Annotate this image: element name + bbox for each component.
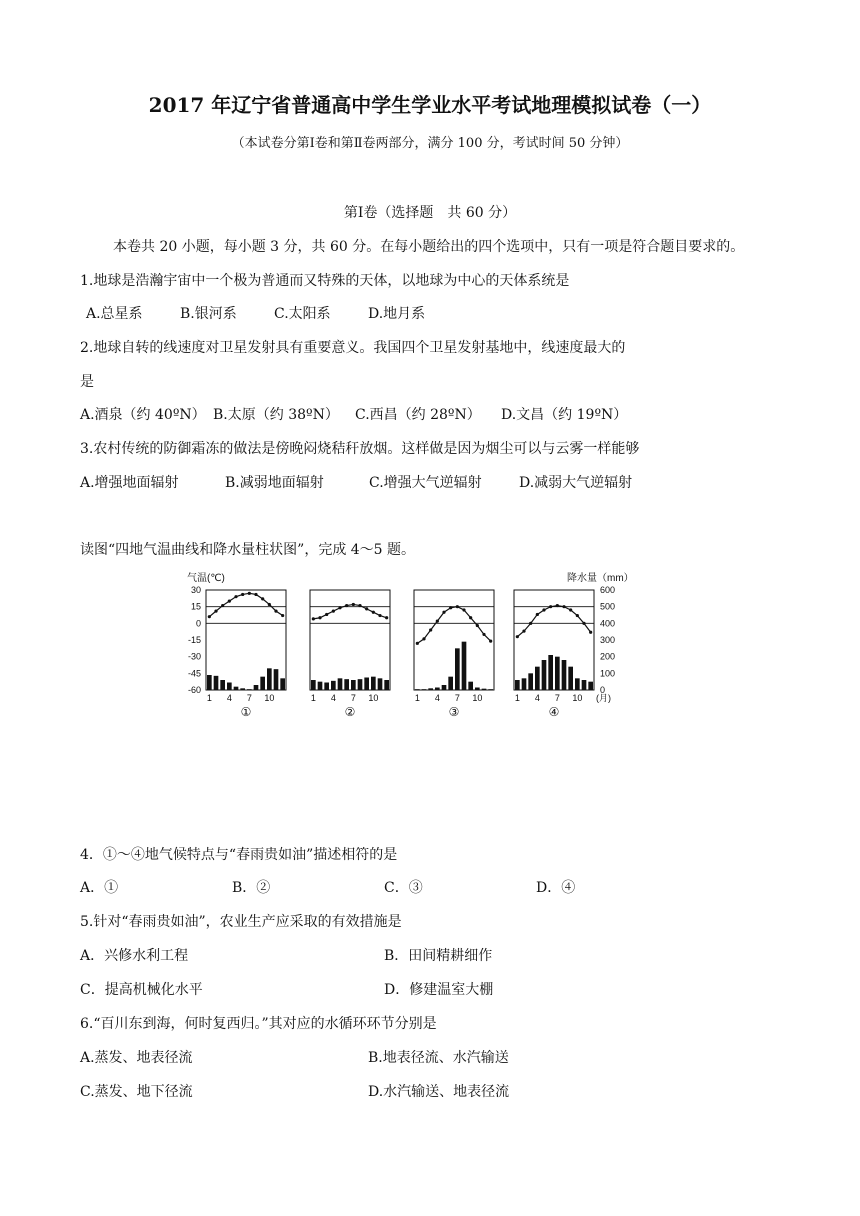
question-5-option-b[interactable]: B．田间精耕细作 bbox=[384, 948, 493, 964]
question-3-option-c[interactable]: C.增强大气逆辐射 bbox=[369, 475, 482, 491]
precip-bar bbox=[371, 677, 376, 690]
question-6-option-a[interactable]: A.蒸发、地表径流 bbox=[80, 1050, 193, 1066]
question-5-stem: 5.针对“春雨贵如油”，农业生产应采取的有效措施是 bbox=[80, 914, 402, 930]
question-1-stem: 1.地球是浩瀚宇宙中一个极为普通而又特殊的天体，以地球为中心的天体系统是 bbox=[80, 273, 570, 289]
precip-bar bbox=[220, 680, 225, 690]
temperature-point bbox=[228, 600, 231, 603]
question-2-stem: 2.地球自转的线速度对卫星发射具有重要意义。我国四个卫星发射基地中，线速度最大的 bbox=[80, 340, 626, 356]
temperature-point bbox=[542, 608, 545, 611]
precip-bar bbox=[488, 689, 493, 690]
temperature-point bbox=[208, 615, 211, 618]
precip-tick-label: 100 bbox=[600, 668, 616, 679]
temperature-point bbox=[416, 642, 419, 645]
panel-label: ② bbox=[344, 705, 356, 719]
temperature-point bbox=[268, 603, 271, 606]
precip-bar bbox=[324, 683, 329, 691]
temperature-point bbox=[529, 622, 532, 625]
question-5-option-c[interactable]: C．提高机械化水平 bbox=[80, 982, 203, 998]
question-5-option-d[interactable]: D．修建温室大棚 bbox=[384, 982, 494, 998]
temp-tick-label: 15 bbox=[190, 601, 201, 612]
question-6-option-d[interactable]: D.水汽输送、地表径流 bbox=[368, 1084, 510, 1100]
temperature-point bbox=[281, 614, 284, 617]
precip-bar bbox=[331, 681, 336, 690]
precip-bar bbox=[582, 680, 587, 690]
temperature-point bbox=[365, 607, 368, 610]
question-3-stem: 3.农村传统的防御霜冻的做法是傍晚闷烧秸秆放烟。这样做是因为烟尘可以与云雾一样能够 bbox=[80, 441, 640, 457]
precip-tick-label: 500 bbox=[600, 601, 616, 612]
chart-layer bbox=[188, 585, 615, 719]
temperature-line bbox=[209, 593, 282, 616]
question-2-option-d[interactable]: D.文昌（约 19ºN） bbox=[501, 407, 628, 423]
temp-tick-label: -60 bbox=[187, 685, 201, 695]
precip-bar bbox=[378, 678, 383, 690]
climate-charts-figure bbox=[184, 570, 634, 722]
temp-tick-label: -45 bbox=[187, 668, 201, 679]
temp-tick-label: 0 bbox=[195, 618, 201, 629]
precip-bar bbox=[535, 667, 540, 690]
month-tick-label: 7 bbox=[554, 693, 560, 703]
precip-bar bbox=[555, 657, 560, 690]
month-unit-label: (月) bbox=[596, 693, 611, 703]
month-tick-label: 10 bbox=[472, 693, 483, 703]
precip-bar bbox=[575, 678, 580, 690]
temperature-point bbox=[234, 595, 237, 598]
precip-bar bbox=[468, 682, 473, 690]
question-4-stem: 4．①～④地气候特点与“春雨贵如油”描述相符的是 bbox=[80, 847, 398, 863]
panel-label: ④ bbox=[548, 705, 560, 719]
question-3-option-b[interactable]: B.减弱地面辐射 bbox=[225, 475, 324, 491]
temperature-point bbox=[358, 604, 361, 607]
precip-bar bbox=[207, 675, 212, 690]
temperature-point bbox=[589, 631, 592, 634]
month-tick-label: 4 bbox=[226, 693, 232, 703]
precip-bar bbox=[351, 680, 356, 690]
temperature-point bbox=[241, 593, 244, 596]
temperature-point bbox=[214, 610, 217, 613]
temperature-point bbox=[422, 637, 425, 640]
precip-bar bbox=[280, 678, 285, 690]
question-2-option-b[interactable]: B.太原（约 38ºN） bbox=[213, 407, 339, 423]
precip-bar bbox=[588, 682, 593, 690]
temperature-point bbox=[248, 592, 251, 595]
precip-tick-label: 300 bbox=[600, 635, 616, 645]
question-3-option-d[interactable]: D.减弱大气逆辐射 bbox=[519, 475, 633, 491]
precip-bar bbox=[455, 648, 460, 690]
month-tick-label: 7 bbox=[454, 693, 460, 703]
temperature-point bbox=[516, 635, 519, 638]
figure-intro: 读图“四地气温曲线和降水量柱状图”，完成 4～5 题。 bbox=[80, 542, 416, 558]
precip-bar bbox=[364, 678, 369, 691]
precip-bar bbox=[247, 689, 252, 690]
month-tick-label: 1 bbox=[310, 693, 316, 703]
question-1-option-a[interactable]: A.总星系 bbox=[86, 306, 143, 322]
panel-label: ① bbox=[240, 705, 252, 719]
question-2-stem-cont: 是 bbox=[80, 374, 94, 390]
chart-panel-frame bbox=[514, 590, 594, 690]
temperature-point bbox=[385, 616, 388, 619]
precip-bar bbox=[267, 668, 272, 690]
precip-bar bbox=[435, 688, 440, 691]
temperature-point bbox=[456, 605, 459, 608]
temperature-point bbox=[378, 614, 381, 617]
precip-bar bbox=[234, 687, 239, 690]
precip-bar bbox=[522, 678, 527, 690]
exam-subtitle: （本试卷分第Ⅰ卷和第Ⅱ卷两部分，满分 100 分，考试时间 50 分钟） bbox=[231, 136, 629, 151]
temp-axis-label: 气温(℃) bbox=[187, 573, 225, 584]
month-tick-label: 4 bbox=[330, 693, 336, 703]
temperature-point bbox=[442, 611, 445, 614]
section-instructions: 本卷共 20 小题，每小题 3 分，共 60 分。在每小题给出的四个选项中，只有一项是符合题目要求的。 bbox=[113, 239, 745, 255]
question-2-option-a[interactable]: A.酒泉（约 40ºN） bbox=[80, 407, 206, 423]
precip-tick-label: 200 bbox=[600, 651, 616, 662]
question-4-option-b[interactable]: B．② bbox=[232, 880, 271, 896]
temperature-point bbox=[429, 628, 432, 631]
precip-bar bbox=[338, 678, 343, 690]
question-4-option-d[interactable]: D．④ bbox=[536, 880, 576, 896]
precip-axis-label: 降水量（mm） bbox=[567, 573, 634, 584]
exam-title: 2017 年辽宁省普通高中学生学业水平考试地理模拟试卷（一） bbox=[148, 93, 712, 117]
precip-tick-label: 0 bbox=[600, 685, 606, 695]
temperature-line bbox=[417, 607, 490, 644]
month-tick-label: 10 bbox=[368, 693, 379, 703]
temperature-point bbox=[569, 608, 572, 611]
precip-bar bbox=[548, 655, 553, 690]
precip-bar bbox=[448, 677, 453, 690]
precip-bar bbox=[442, 685, 447, 690]
precip-bar bbox=[422, 689, 427, 690]
precip-bar bbox=[227, 683, 232, 691]
precip-bar bbox=[384, 680, 389, 690]
question-6-option-b[interactable]: B.地表径流、水汽输送 bbox=[368, 1050, 509, 1066]
precip-bar bbox=[214, 676, 219, 690]
temperature-point bbox=[274, 610, 277, 613]
month-tick-label: 1 bbox=[514, 693, 520, 703]
precip-bar bbox=[475, 688, 480, 691]
temperature-point bbox=[482, 633, 485, 636]
temperature-point bbox=[469, 616, 472, 619]
precip-bar bbox=[240, 688, 245, 690]
chart-panel-frame bbox=[414, 590, 494, 690]
temperature-point bbox=[318, 616, 321, 619]
question-1-option-c[interactable]: C.太阳系 bbox=[274, 306, 331, 322]
precip-bar bbox=[568, 667, 573, 690]
temperature-point bbox=[562, 605, 565, 608]
question-4-option-c[interactable]: C．③ bbox=[384, 880, 423, 896]
temp-tick-label: -30 bbox=[187, 651, 201, 662]
month-tick-label: 10 bbox=[264, 693, 275, 703]
temperature-point bbox=[489, 640, 492, 643]
precip-bar bbox=[254, 685, 259, 690]
temperature-point bbox=[582, 622, 585, 625]
month-tick-label: 7 bbox=[350, 693, 356, 703]
temperature-point bbox=[221, 604, 224, 607]
temperature-point bbox=[372, 611, 375, 614]
precip-bar bbox=[562, 660, 567, 690]
month-tick-label: 4 bbox=[434, 693, 440, 703]
month-tick-label: 7 bbox=[246, 693, 252, 703]
temperature-point bbox=[254, 593, 257, 596]
question-5-option-a[interactable]: A．兴修水利工程 bbox=[80, 948, 189, 964]
precip-bar bbox=[318, 682, 323, 690]
temperature-point bbox=[312, 617, 315, 620]
month-tick-label: 1 bbox=[414, 693, 420, 703]
question-2-option-c[interactable]: C.西昌（约 28ºN） bbox=[355, 407, 481, 423]
precip-bar bbox=[311, 680, 316, 690]
precip-bar bbox=[344, 679, 349, 690]
month-tick-label: 10 bbox=[572, 693, 583, 703]
temperature-point bbox=[549, 605, 552, 608]
precip-bar bbox=[274, 669, 279, 690]
question-1-option-b[interactable]: B.银河系 bbox=[180, 306, 237, 322]
question-1-option-d[interactable]: D.地月系 bbox=[368, 306, 426, 322]
temperature-point bbox=[436, 620, 439, 623]
precip-tick-label: 400 bbox=[600, 618, 616, 629]
panel-label: ③ bbox=[448, 705, 460, 719]
temperature-point bbox=[345, 604, 348, 607]
question-6-option-c[interactable]: C.蒸发、地下径流 bbox=[80, 1084, 193, 1100]
month-tick-label: 1 bbox=[206, 693, 212, 703]
temperature-point bbox=[536, 613, 539, 616]
precip-bar bbox=[260, 677, 265, 690]
month-tick-label: 4 bbox=[534, 693, 540, 703]
precip-bar bbox=[358, 679, 363, 690]
section-heading: 第Ⅰ卷（选择题 共 60 分） bbox=[343, 205, 517, 221]
temperature-point bbox=[352, 603, 355, 606]
question-6-stem: 6.“百川东到海，何时复西归。”其对应的水循环环节分别是 bbox=[80, 1016, 437, 1032]
temperature-point bbox=[476, 624, 479, 627]
temperature-point bbox=[332, 610, 335, 613]
precip-bar bbox=[462, 642, 467, 690]
precip-bar bbox=[428, 688, 433, 690]
temperature-point bbox=[325, 613, 328, 616]
temp-tick-label: 30 bbox=[190, 585, 201, 595]
temp-tick-label: -15 bbox=[187, 635, 201, 645]
precip-bar bbox=[528, 673, 533, 690]
temperature-point bbox=[338, 606, 341, 609]
question-3-option-a[interactable]: A.增强地面辐射 bbox=[80, 475, 179, 491]
precip-bar bbox=[542, 660, 547, 690]
precip-bar bbox=[515, 680, 520, 690]
temperature-point bbox=[522, 630, 525, 633]
question-4-option-a[interactable]: A．① bbox=[80, 880, 119, 896]
temperature-point bbox=[449, 606, 452, 609]
temperature-line bbox=[517, 606, 590, 637]
precip-bar bbox=[415, 689, 420, 690]
temperature-point bbox=[261, 597, 264, 600]
temperature-point bbox=[556, 604, 559, 607]
temperature-point bbox=[462, 608, 465, 611]
precip-bar bbox=[482, 689, 487, 690]
precip-tick-label: 600 bbox=[600, 585, 616, 595]
temperature-point bbox=[576, 614, 579, 617]
